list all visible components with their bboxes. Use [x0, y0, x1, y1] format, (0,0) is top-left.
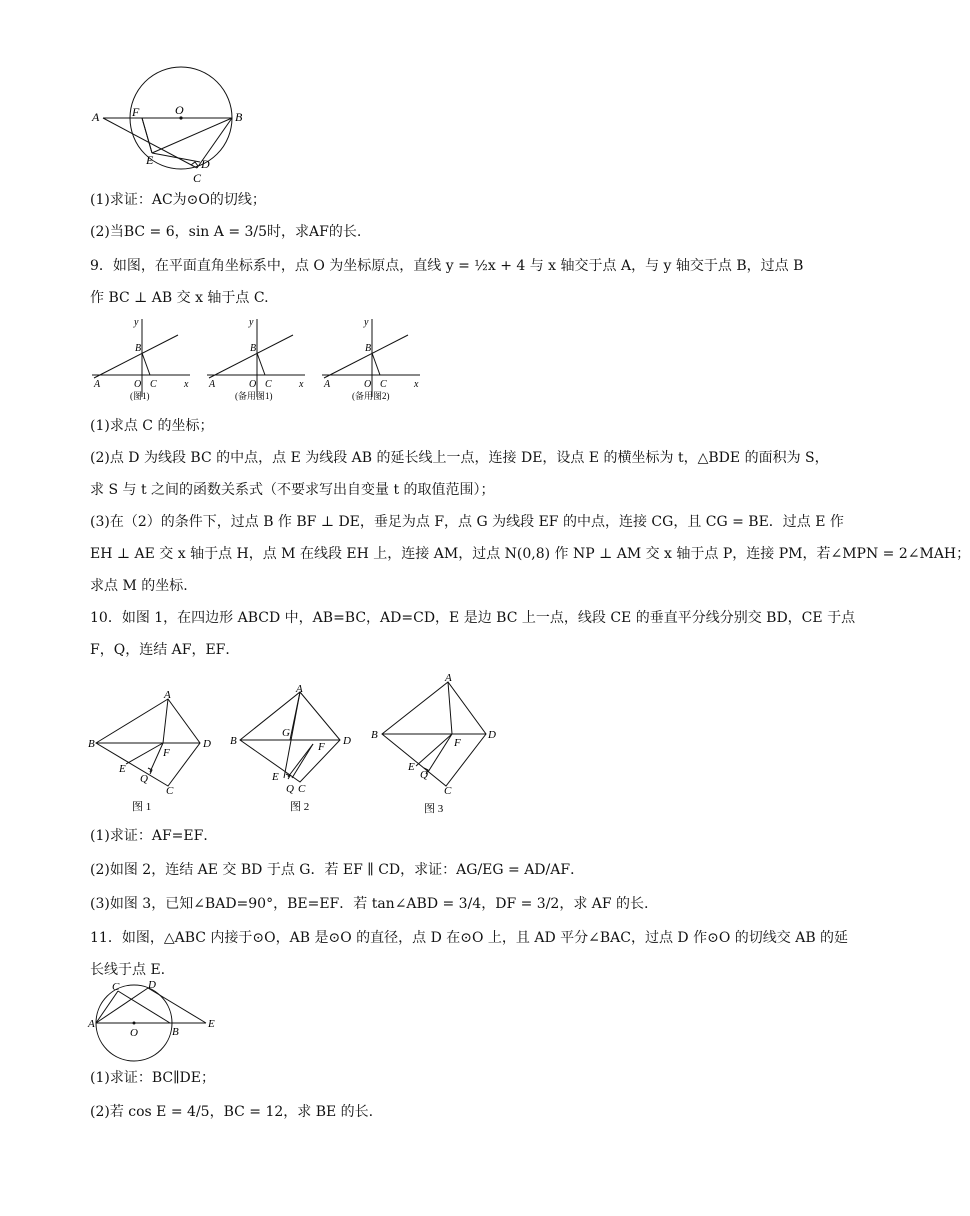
svg-text:B: B [88, 738, 95, 750]
svg-text:F: F [163, 747, 170, 759]
caption-spare1: (备用图1) [235, 391, 273, 401]
svg-text:A: A [209, 379, 216, 390]
svg-text:F: F [454, 737, 461, 749]
caption-10-2: 图 2 [290, 801, 310, 813]
svg-text:A: A [88, 1018, 95, 1030]
svg-text:A: A [164, 689, 171, 701]
svg-text:C: C [166, 785, 174, 797]
svg-text:D: D [343, 735, 351, 747]
q9-line2: 作 BC ⊥ AB 交 x 轴于点 C. [90, 290, 269, 306]
svg-text:B: B [230, 735, 237, 747]
svg-text:D: D [488, 729, 496, 741]
q11-part1: (1)求证：BC∥DE； [90, 1070, 216, 1086]
q9-part2a: (2)点 D 为线段 BC 的中点，点 E 为线段 AB 的延长线上一点，连接 DE，设点 E 的横坐标为 t，△BDE 的面积为 S， [90, 450, 829, 466]
svg-text:O: O [364, 379, 372, 390]
svg-text:B: B [135, 343, 142, 354]
caption-10-1: 图 1 [132, 801, 152, 813]
q8-figure [88, 70, 248, 185]
svg-text:x: x [299, 379, 304, 390]
q10-figure-3 [368, 666, 508, 816]
q9-figure-1 [90, 315, 200, 405]
q9-part3c: 求点 M 的坐标. [90, 578, 188, 594]
svg-text:E: E [272, 771, 279, 783]
q11-line2: 长线于点 E. [90, 962, 166, 978]
svg-text:C: C [298, 783, 306, 795]
label-c: C [193, 171, 202, 185]
q9-figure-3 [320, 315, 430, 405]
svg-text:Q: Q [420, 769, 428, 781]
q9-line1: 9．如图，在平面直角坐标系中，点 O 为坐标原点，直线 y = ½x + 4 与 x 轴交于点 A，与 y 轴交于点 B，过点 B [90, 258, 804, 274]
q10-part3: (3)如图 3，已知∠BAD=90°，BE=EF．若 tan∠ABD = 3/4，DF = 3/2，求 AF 的长. [90, 896, 649, 912]
svg-text:Q: Q [286, 783, 294, 795]
svg-text:y: y [364, 317, 369, 328]
svg-text:D: D [148, 979, 156, 991]
svg-text:E: E [408, 761, 415, 773]
svg-text:y: y [249, 317, 254, 328]
svg-text:C: C [150, 379, 157, 390]
label-e: E [146, 153, 154, 167]
q10-line2: F，Q，连结 AF，EF． [90, 642, 240, 658]
svg-text:B: B [172, 1026, 179, 1038]
q9-part3b: EH ⊥ AE 交 x 轴于点 H，点 M 在线段 EH 上，连接 AM，过点 N(0,8) 作 NP ⊥ AM 交 x 轴于点 P，连接 PM，若∠MPN = 2∠MAH； [90, 546, 970, 562]
svg-text:Q: Q [140, 773, 148, 785]
q10-part1: (1)求证：AF=EF． [90, 828, 218, 844]
svg-text:E: E [119, 763, 126, 775]
svg-text:A: A [445, 672, 452, 684]
q9-figure-2 [205, 315, 315, 405]
svg-text:A: A [324, 379, 331, 390]
label-b: B [235, 110, 243, 124]
q9-part3a: (3)在（2）的条件下，过点 B 作 BF ⊥ DE，垂足为点 F，点 G 为线段 EF 的中点，连接 CG，且 CG = BE．过点 E 作 [90, 514, 844, 530]
svg-text:C: C [444, 785, 452, 797]
svg-text:B: B [371, 729, 378, 741]
q10-figure-2 [228, 682, 363, 817]
svg-text:D: D [203, 738, 211, 750]
q11-figure [88, 980, 223, 1065]
svg-text:y: y [134, 317, 139, 328]
q9-part2b: 求 S 与 t 之间的函数关系式（不要求写出自变量 t 的取值范围）； [90, 482, 495, 498]
q11-part2: (2)若 cos E = 4/5，BC = 12，求 BE 的长. [90, 1104, 374, 1120]
label-f: F [132, 105, 140, 119]
svg-text:B: B [365, 343, 372, 354]
caption-spare2: (备用图2) [352, 391, 390, 401]
svg-text:C: C [265, 379, 272, 390]
q8-part2: (2)当BC = 6，sin A = 3/5时，求AF的长. [90, 224, 362, 240]
q10-part2: (2)如图 2，连结 AE 交 BD 于点 G．若 EF ∥ CD，求证：AG/EG = AD/AF． [90, 862, 585, 878]
q10-figure-1 [88, 682, 223, 817]
q8-part1: (1)求证：AC为⊙O的切线； [90, 192, 266, 208]
caption-fig1: (图1) [130, 391, 150, 401]
q10-line1: 10．如图 1，在四边形 ABCD 中，AB=BC，AD=CD，E 是边 BC 上一点，线段 CE 的垂直平分线分别交 BD，CE 于点 [90, 610, 856, 626]
svg-text:B: B [250, 343, 257, 354]
caption-10-3: 图 3 [424, 803, 444, 815]
label-o: O [175, 103, 184, 117]
label-d: D [201, 157, 210, 171]
svg-text:A: A [94, 379, 101, 390]
svg-text:O: O [134, 379, 142, 390]
svg-text:x: x [184, 379, 189, 390]
svg-text:A: A [296, 683, 303, 695]
q11-line1: 11．如图，△ABC 内接于⊙O，AB 是⊙O 的直径，点 D 在⊙O 上，且 AD 平分∠BAC，过点 D 作⊙O 的切线交 AB 的延 [90, 930, 849, 946]
svg-text:C: C [112, 981, 120, 993]
svg-text:O: O [130, 1027, 138, 1039]
svg-text:E: E [208, 1018, 215, 1030]
svg-text:F: F [318, 741, 325, 753]
svg-text:O: O [249, 379, 257, 390]
svg-text:x: x [414, 379, 419, 390]
svg-text:C: C [380, 379, 387, 390]
svg-text:G: G [282, 727, 290, 739]
q9-part1: (1)求点 C 的坐标； [90, 418, 214, 434]
label-a: A [92, 110, 100, 124]
